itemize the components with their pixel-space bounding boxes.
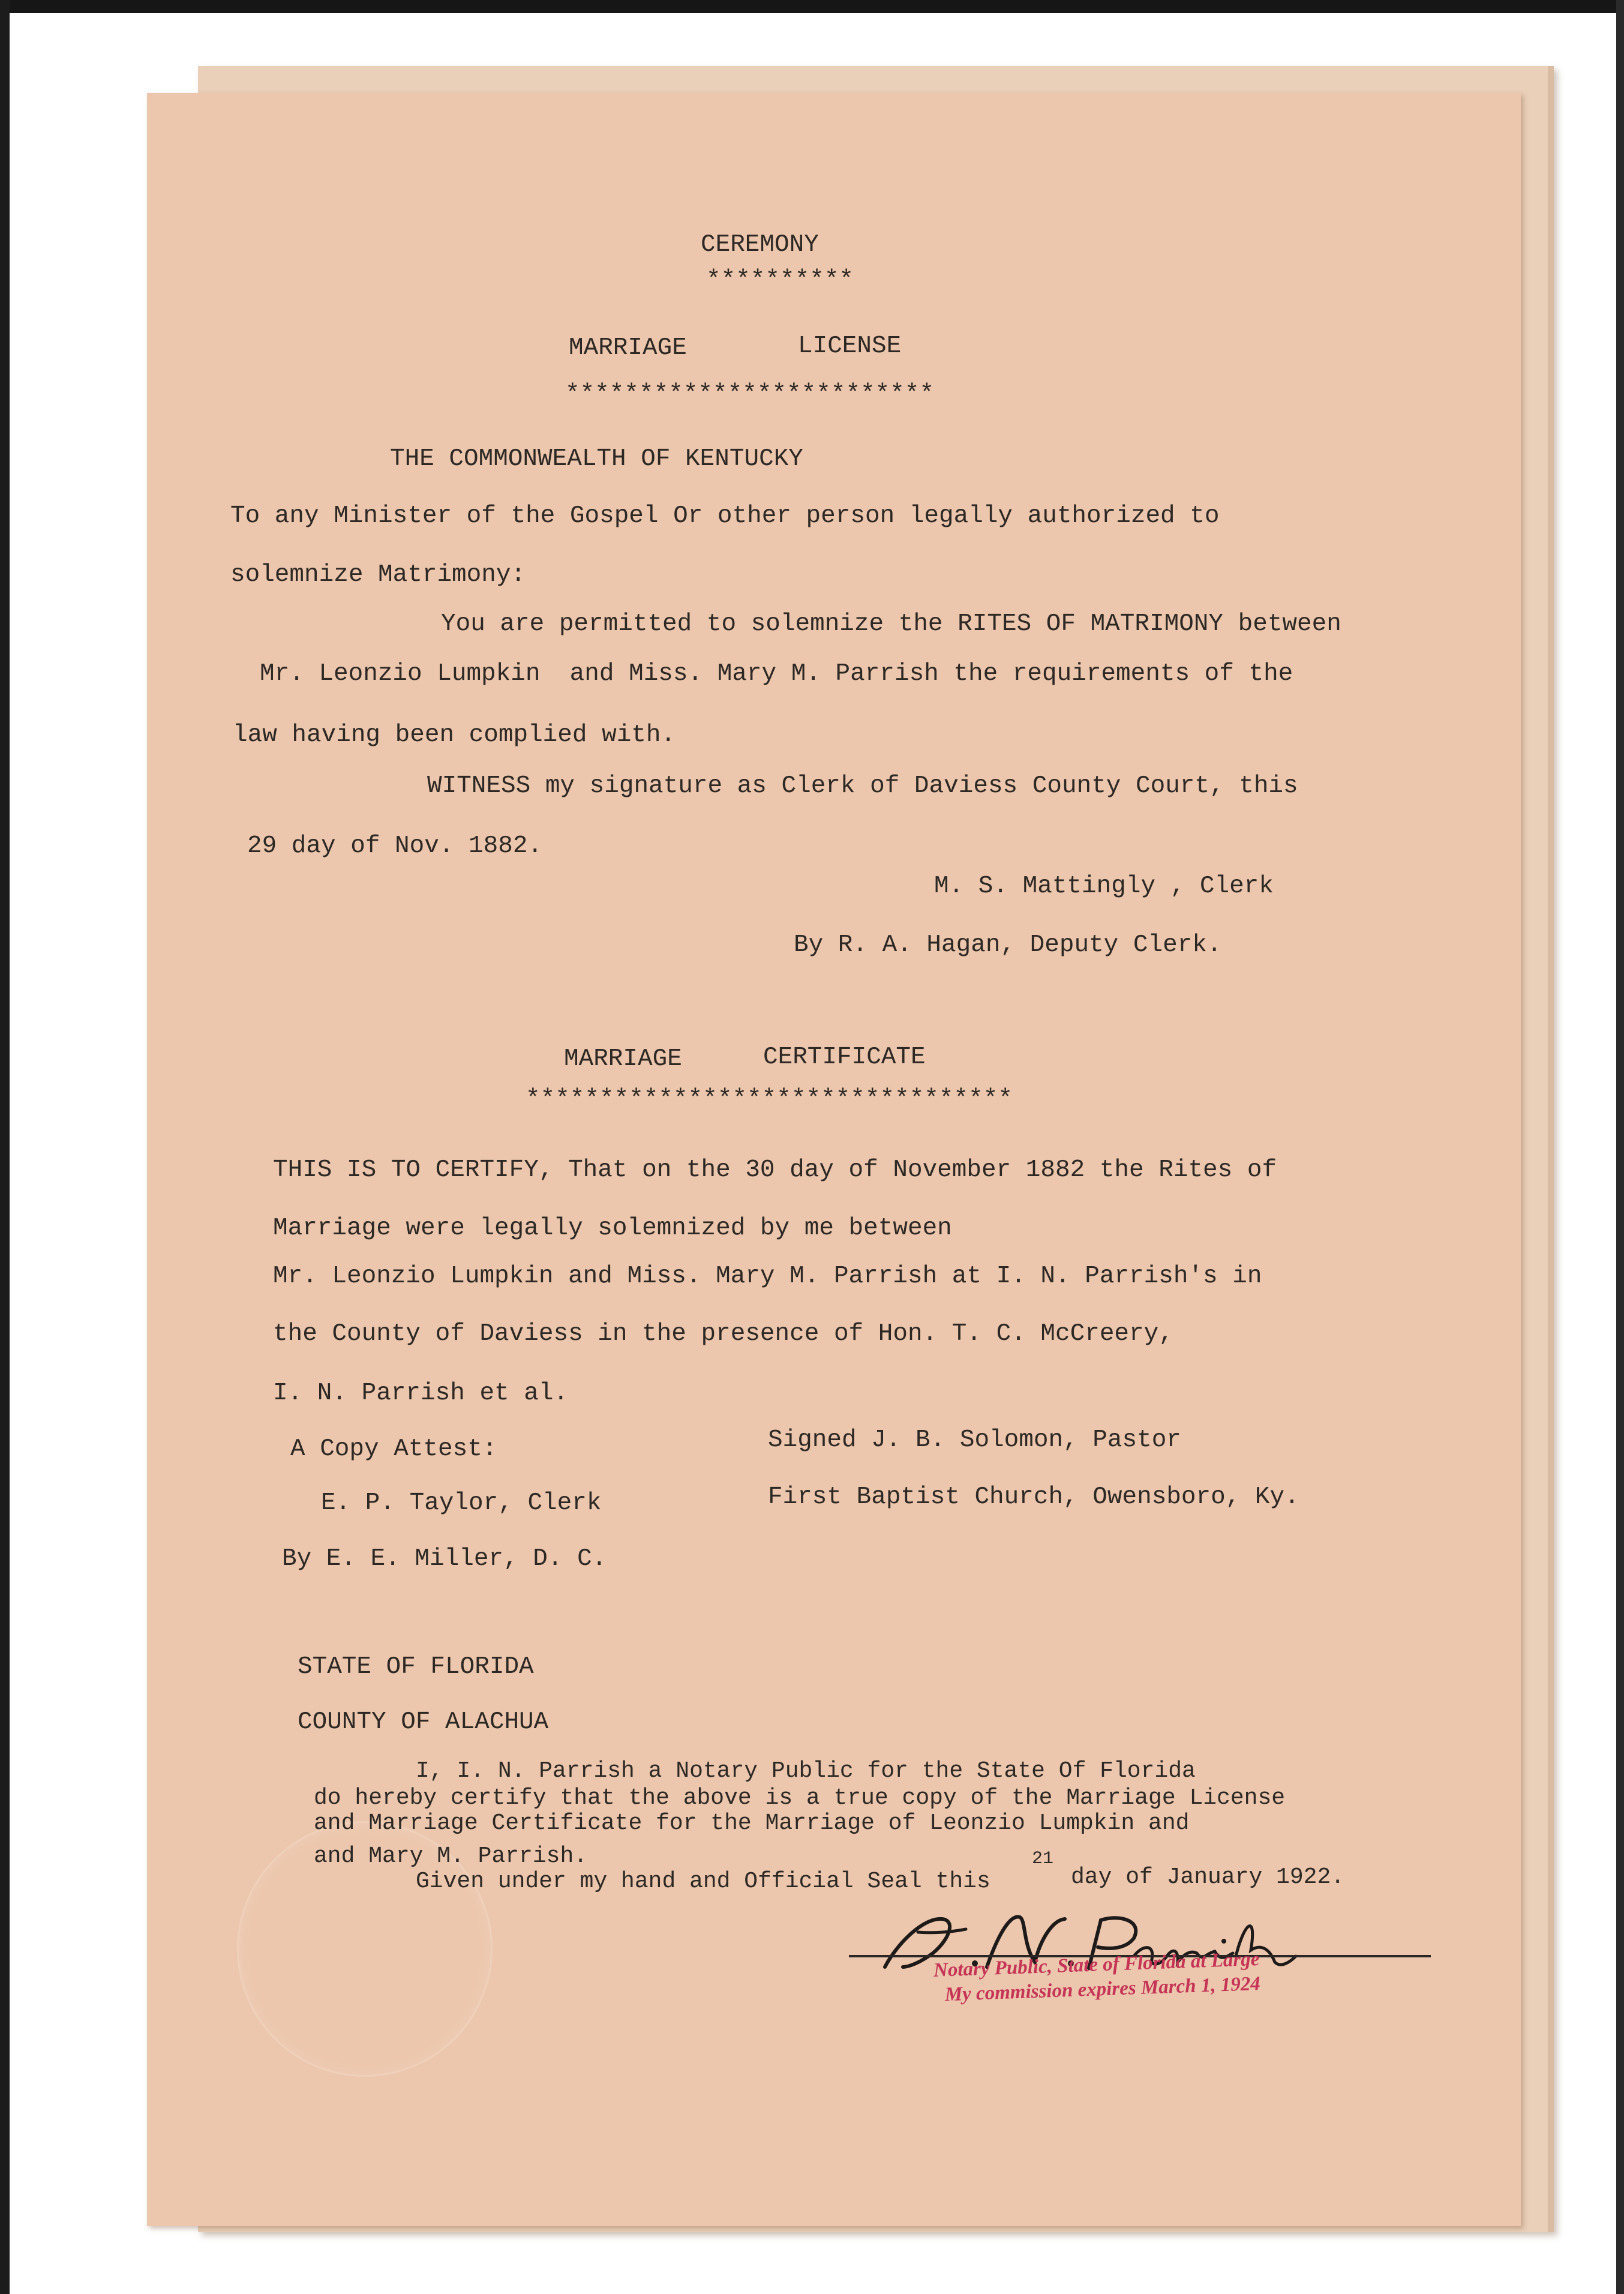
stars-divider-2: *************************: [565, 380, 935, 408]
notary-line-2: do hereby certify that the above is a true copy of the Marriage License: [314, 1785, 1286, 1811]
certificate-line-2: Marriage were legally solemnized by me between: [273, 1215, 952, 1242]
scanner-left-edge: [0, 0, 10, 2294]
commonwealth-heading: THE COMMONWEALTH OF KENTUCKY: [390, 445, 803, 473]
license-line-3: You are permitted to solemnize the RITES OF MATRIMONY between: [441, 610, 1341, 638]
certificate-line-4: the County of Daviess in the presence of Hon. T. C. McCreery,: [273, 1320, 1173, 1348]
copy-attest: A Copy Attest:: [290, 1435, 497, 1463]
certificate-line-3: Mr. Leonzio Lumpkin and Miss. Mary M. Parrish at I. N. Parrish's in: [273, 1263, 1262, 1290]
notary-day-number: 21: [1032, 1849, 1054, 1869]
notary-line-4: and Mary M. Parrish.: [314, 1843, 588, 1869]
miller-signature: By E. E. Miller, D. C.: [282, 1545, 607, 1573]
church-name: First Baptist Church, Owensboro, Ky.: [768, 1483, 1299, 1511]
stars-divider-3: *********************************: [526, 1085, 1013, 1113]
stamp-line-1: Notary Public, State of Florida at Large: [933, 1948, 1260, 1981]
notary-line-1: I, I. N. Parrish a Notary Public for the State Of Florida: [416, 1758, 1196, 1784]
signed-pastor: Signed J. B. Solomon, Pastor: [768, 1426, 1181, 1454]
notary-line-5: Given under my hand and Official Seal this: [416, 1869, 990, 1894]
deputy-signature: By R. A. Hagan, Deputy Clerk.: [794, 931, 1222, 959]
stars-divider-1: **********: [706, 266, 854, 294]
scanner-right-edge: [1616, 0, 1624, 2294]
certificate-line-5: I. N. Parrish et al.: [273, 1380, 569, 1407]
scanner-top-edge: [0, 0, 1624, 13]
clerk-signature: M. S. Mattingly , Clerk: [934, 872, 1274, 900]
stamp-line-2: My commission expires March 1, 1924: [944, 1973, 1261, 2006]
state-heading: STATE OF FLORIDA: [298, 1653, 534, 1681]
certificate-heading-word2: CERTIFICATE: [763, 1043, 926, 1071]
notary-line-6: day of January 1922.: [1071, 1864, 1345, 1890]
license-line-2: solemnize Matrimony:: [230, 561, 526, 589]
county-heading: COUNTY OF ALACHUA: [298, 1708, 549, 1736]
license-line-4: Mr. Leonzio Lumpkin and Miss. Mary M. Parrish the requirements of the: [260, 660, 1293, 688]
taylor-clerk: E. P. Taylor, Clerk: [321, 1489, 602, 1517]
license-line-1: To any Minister of the Gospel Or other person legally authorized to: [230, 502, 1220, 530]
ceremony-heading: CEREMONY: [701, 231, 819, 259]
license-heading-word2: LICENSE: [798, 332, 902, 360]
license-line-5: law having been complied with.: [233, 721, 676, 749]
license-heading-word1: MARRIAGE: [569, 334, 687, 362]
license-line-7: 29 day of Nov. 1882.: [247, 832, 543, 860]
license-line-6: WITNESS my signature as Clerk of Daviess County Court, this: [427, 772, 1298, 800]
notary-line-3: and Marriage Certificate for the Marriage of Leonzio Lumpkin and: [314, 1810, 1190, 1836]
certificate-line-1: THIS IS TO CERTIFY, That on the 30 day of November 1882 the Rites of: [273, 1156, 1277, 1184]
certificate-heading-word1: MARRIAGE: [564, 1045, 682, 1073]
